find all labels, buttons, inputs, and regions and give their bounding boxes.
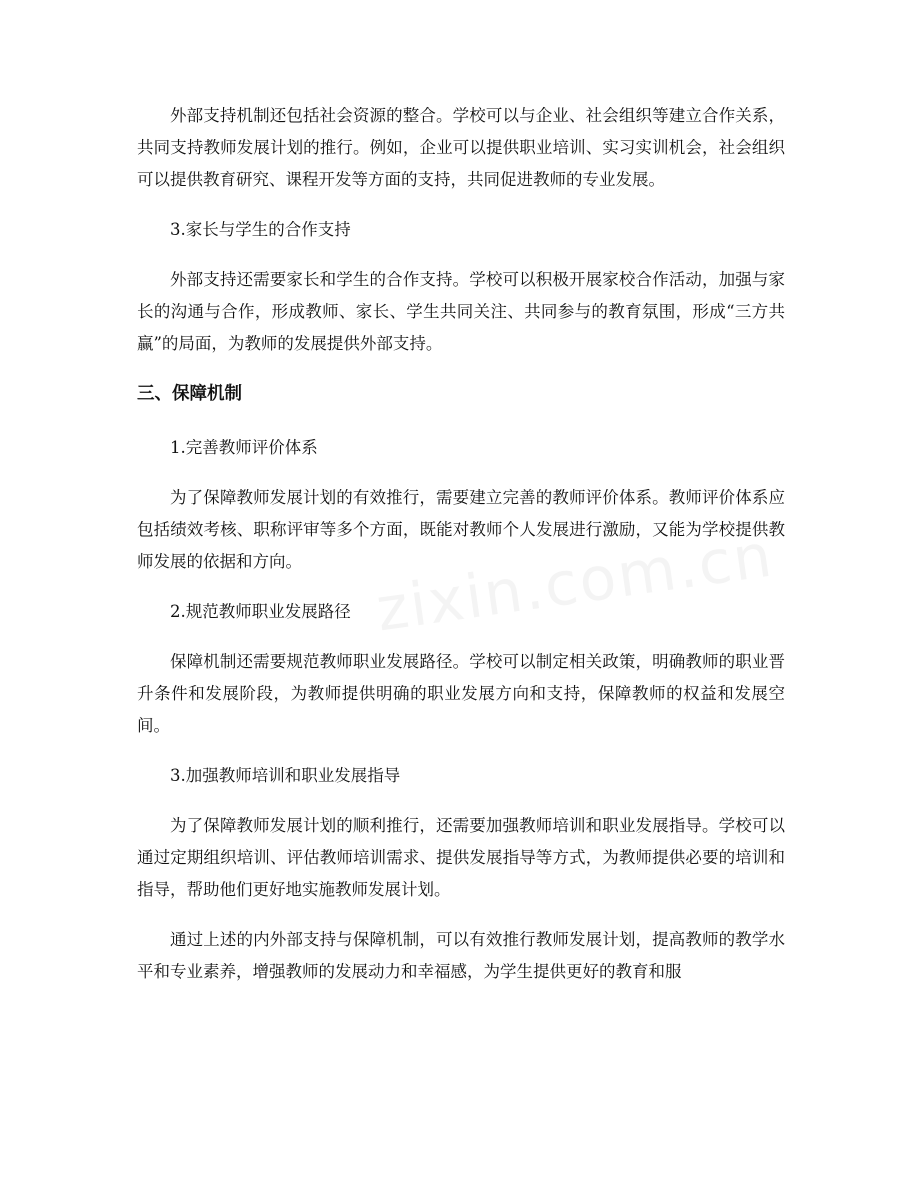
- subheading-career-path: 2.规范教师职业发展路径: [170, 602, 351, 621]
- paragraph-training-guidance: 为了保障教师发展计划的顺利推行，还需要加强教师培训和职业发展指导。学校可以通过定期组织培训、评估教师培训需求、提供发展指导等方式，为教师提供必要的培训和指导，帮助他们更好地实施教师发展计划。: [137, 816, 785, 899]
- subheading-parent-student-support: 3.家长与学生的合作支持: [170, 220, 351, 239]
- subheading-evaluation-system: 1.完善教师评价体系: [170, 438, 318, 457]
- subheading-training-guidance: 3.加强教师培训和职业发展指导: [170, 766, 401, 785]
- paragraph-conclusion: 通过上述的内外部支持与保障机制，可以有效推行教师发展计划，提高教师的教学水平和专业素养，增强教师的发展动力和幸福感，为学生提供更好的教育和服: [137, 930, 785, 981]
- paragraph-parent-student-support: 外部支持还需要家长和学生的合作支持。学校可以积极开展家校合作活动，加强与家长的沟通与合作，形成教师、家长、学生共同关注、共同参与的教育氛围，形成“三方共赢”的局面，为教师的发展提供外部支持。: [137, 270, 785, 353]
- paragraph-social-resources: 外部支持机制还包括社会资源的整合。学校可以与企业、社会组织等建立合作关系，共同支持教师发展计划的推行。例如，企业可以提供职业培训、实习实训机会，社会组织可以提供教育研究、课程开发等方面的支持，共同促进教师的专业发展。: [137, 106, 785, 189]
- paragraph-evaluation-system: 为了保障教师发展计划的有效推行，需要建立完善的教师评价体系。教师评价体系应包括绩效考核、职称评审等多个方面，既能对教师个人发展进行激励，又能为学校提供教师发展的依据和方向。: [137, 488, 785, 571]
- document-body: [137, 100, 785, 1006]
- section-title-guarantee-mechanism: 三、保障机制: [137, 384, 242, 404]
- paragraph-career-path: 保障机制还需要规范教师职业发展路径。学校可以制定相关政策，明确教师的职业晋升条件和发展阶段，为教师提供明确的职业发展方向和支持，保障教师的权益和发展空间。: [137, 652, 785, 735]
